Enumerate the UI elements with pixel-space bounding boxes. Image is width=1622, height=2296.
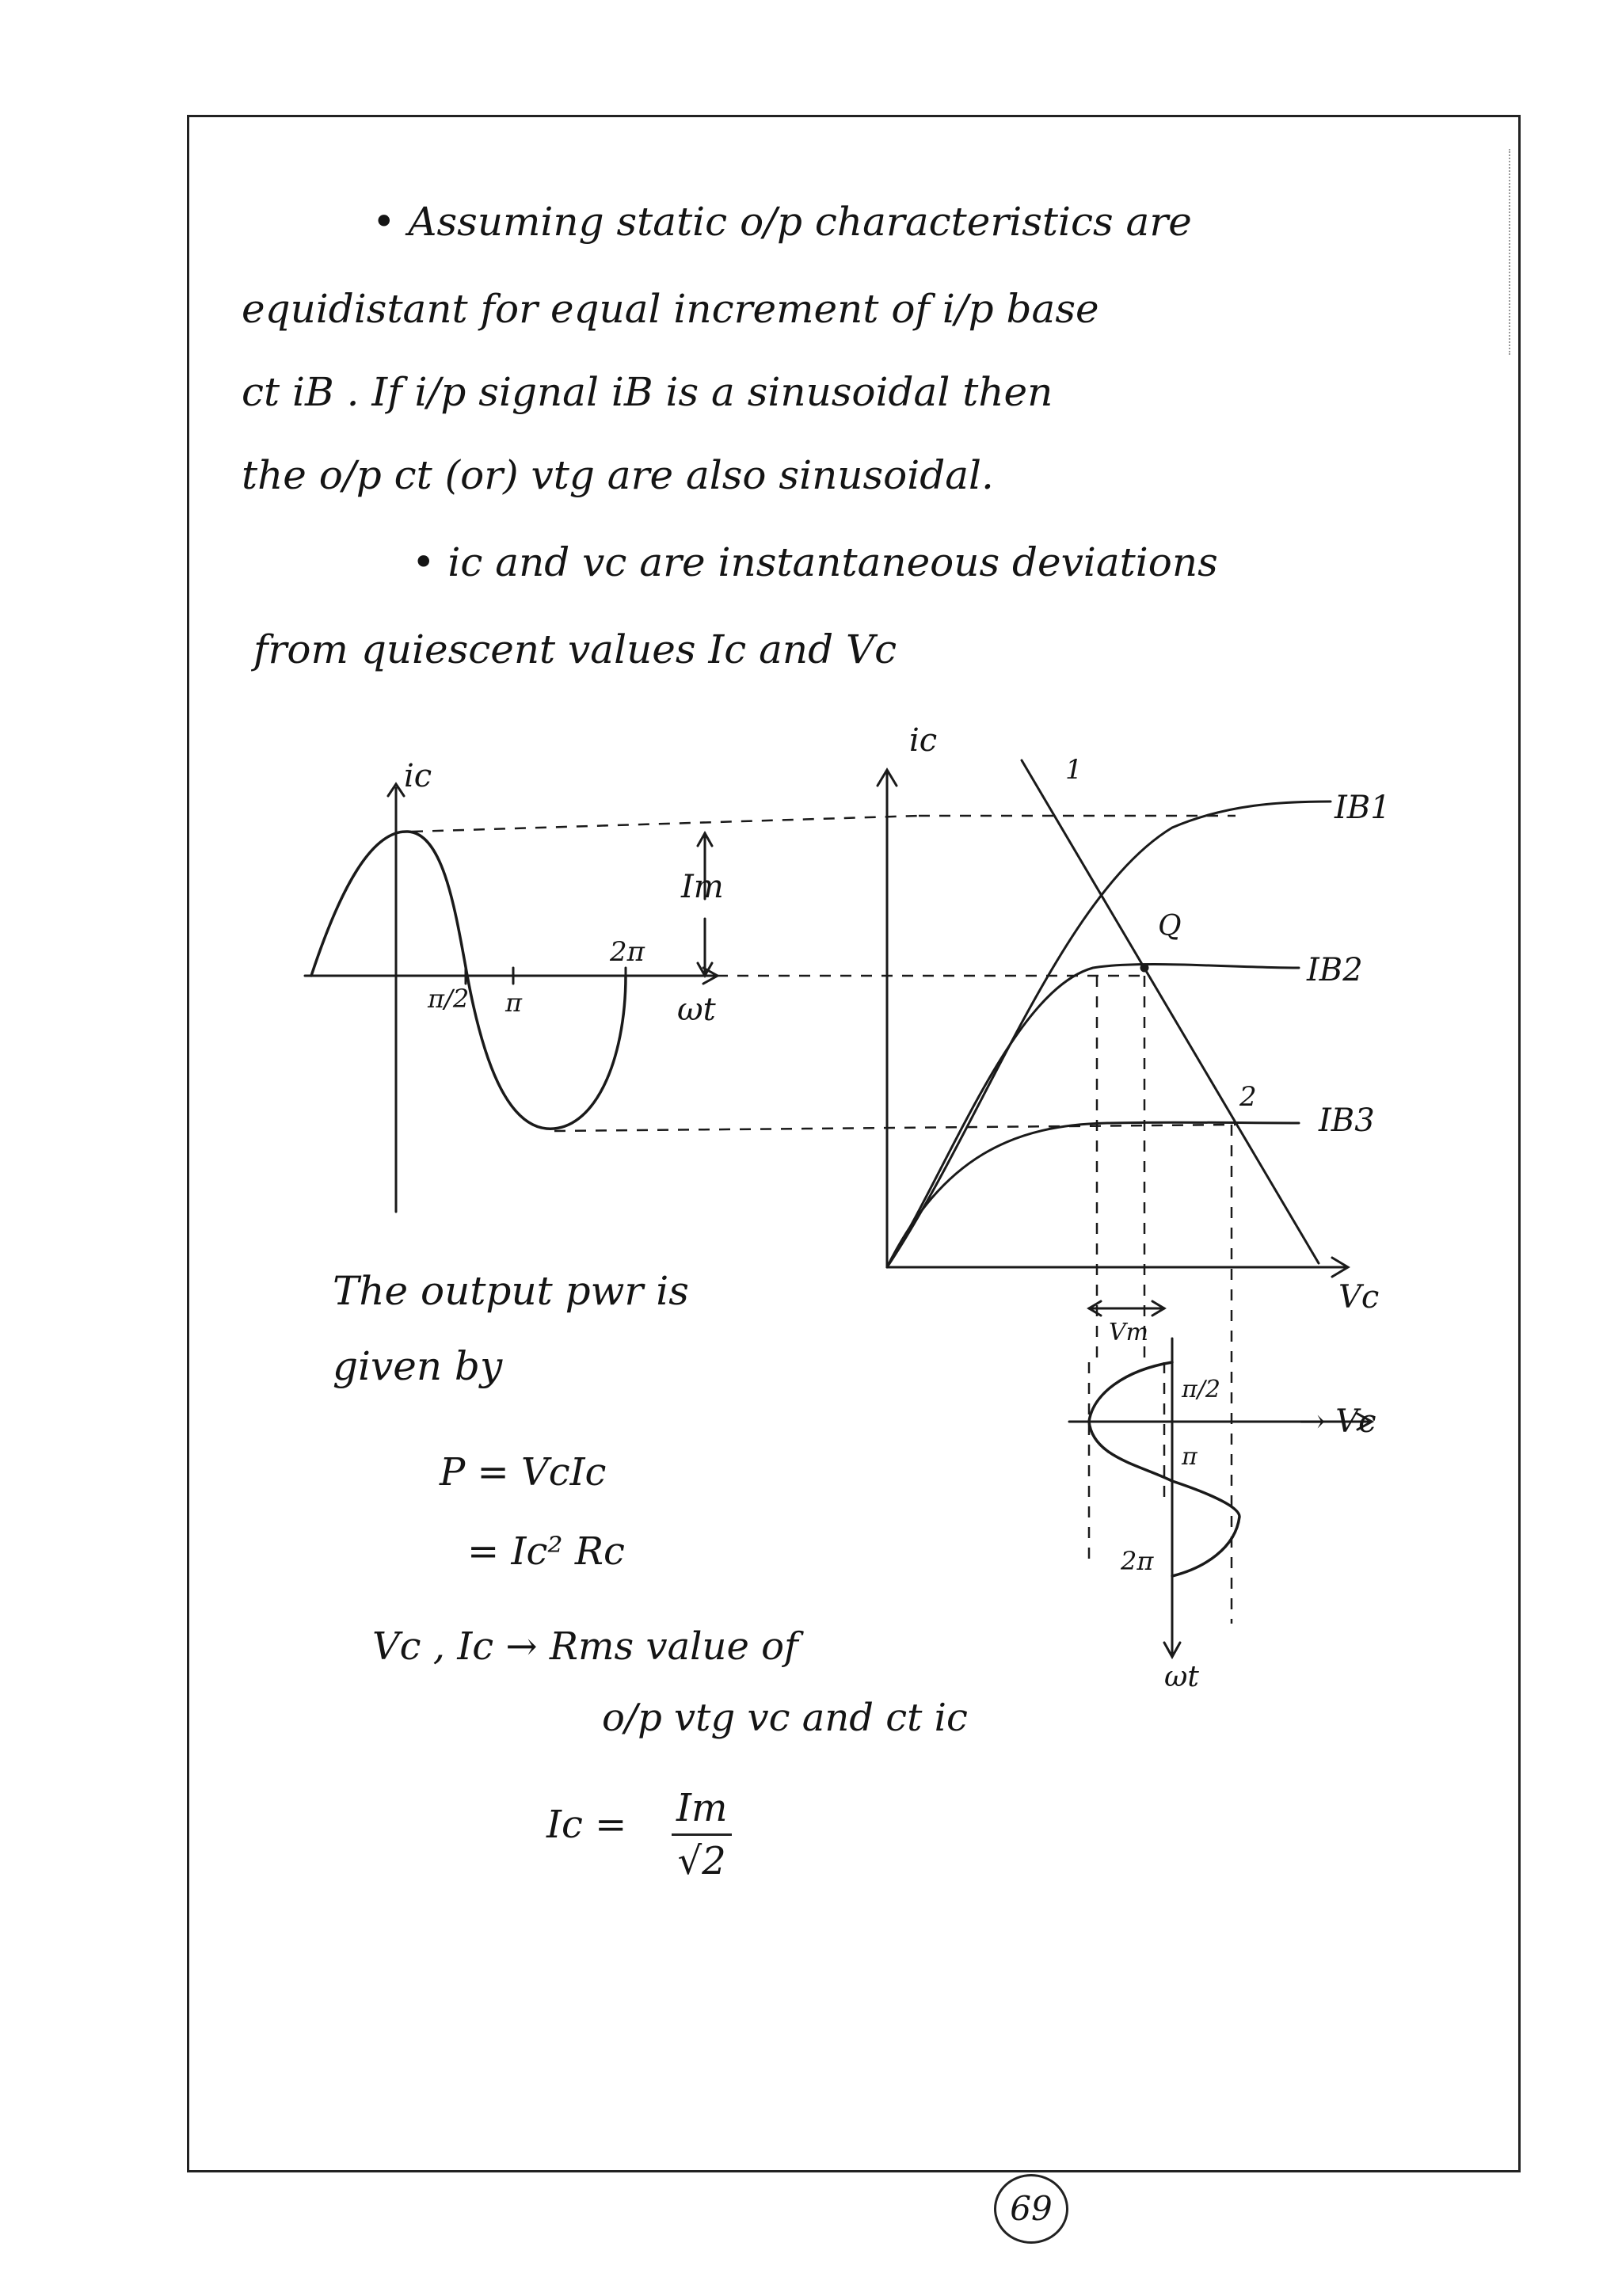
bottom-vc-label: → Vc bbox=[1299, 1403, 1376, 1440]
point-2-label: 2 bbox=[1239, 1081, 1257, 1113]
power-eq3-lhs: Ic = bbox=[546, 1803, 627, 1847]
power-line1: The output pwr is bbox=[333, 1268, 689, 1314]
bottom-pi-over-2-label: π/2 bbox=[1182, 1376, 1220, 1403]
load-line bbox=[1022, 760, 1319, 1263]
page-number: 69 bbox=[994, 2174, 1068, 2244]
projection-peak bbox=[412, 816, 919, 832]
ib2-label: IB2 bbox=[1307, 952, 1363, 988]
power-eq3-denominator: √2 bbox=[677, 1839, 726, 1883]
q-label: Q bbox=[1158, 910, 1182, 942]
power-line2: given by bbox=[333, 1343, 503, 1389]
para2-line2: from quiescent values Ic and Vc bbox=[253, 626, 897, 672]
power-eq3-numerator: Im bbox=[672, 1786, 732, 1836]
pi-over-2-label: π/2 bbox=[428, 984, 470, 1014]
power-eq3-fraction bbox=[672, 1786, 732, 1883]
bottom-omega-t-label: ωt bbox=[1164, 1661, 1199, 1693]
bottom-two-pi-label: 2π bbox=[1121, 1546, 1154, 1576]
power-def2: o/p vtg vc and ct ic bbox=[602, 1696, 968, 1740]
two-pi-label: 2π bbox=[610, 936, 645, 968]
ib1-curve bbox=[887, 802, 1331, 1267]
ib1-label: IB1 bbox=[1335, 790, 1391, 826]
projection-trough bbox=[554, 1125, 1236, 1131]
ib2-curve bbox=[887, 965, 1299, 1267]
ib3-curve bbox=[887, 1122, 1299, 1267]
right-ic-label: ic bbox=[909, 722, 938, 759]
point-1-label: 1 bbox=[1065, 754, 1083, 786]
para1-line4: the o/p ct (or) vtg are also sinusoidal. bbox=[242, 452, 994, 498]
power-eq1: P = VcIc bbox=[440, 1450, 607, 1494]
left-ic-label: ic bbox=[404, 758, 432, 794]
q-point bbox=[1141, 965, 1148, 971]
ib3-label: IB3 bbox=[1319, 1102, 1375, 1139]
vm-label: Vm bbox=[1109, 1319, 1149, 1346]
omega-t-label: ωt bbox=[677, 992, 716, 1028]
power-def1: Vc , Ic → Rms value of bbox=[372, 1624, 798, 1669]
para1-line3: ct iB . If i/p signal iB is a sinusoidal then bbox=[242, 369, 1053, 415]
vc-axis-label: Vc bbox=[1338, 1279, 1380, 1316]
ic-sine-wave bbox=[311, 832, 626, 1129]
para2-line1: • ic and vc are instantaneous deviations bbox=[412, 539, 1218, 585]
im-label: Im bbox=[681, 869, 724, 905]
pi-label: π bbox=[505, 988, 523, 1018]
para1-line1: • Assuming static o/p characteristics are bbox=[372, 199, 1192, 245]
bottom-pi-label: π bbox=[1182, 1443, 1197, 1471]
para1-line2: equidistant for equal increment of i/p base bbox=[242, 286, 1099, 332]
power-eq2: = Ic² Rc bbox=[467, 1529, 625, 1574]
